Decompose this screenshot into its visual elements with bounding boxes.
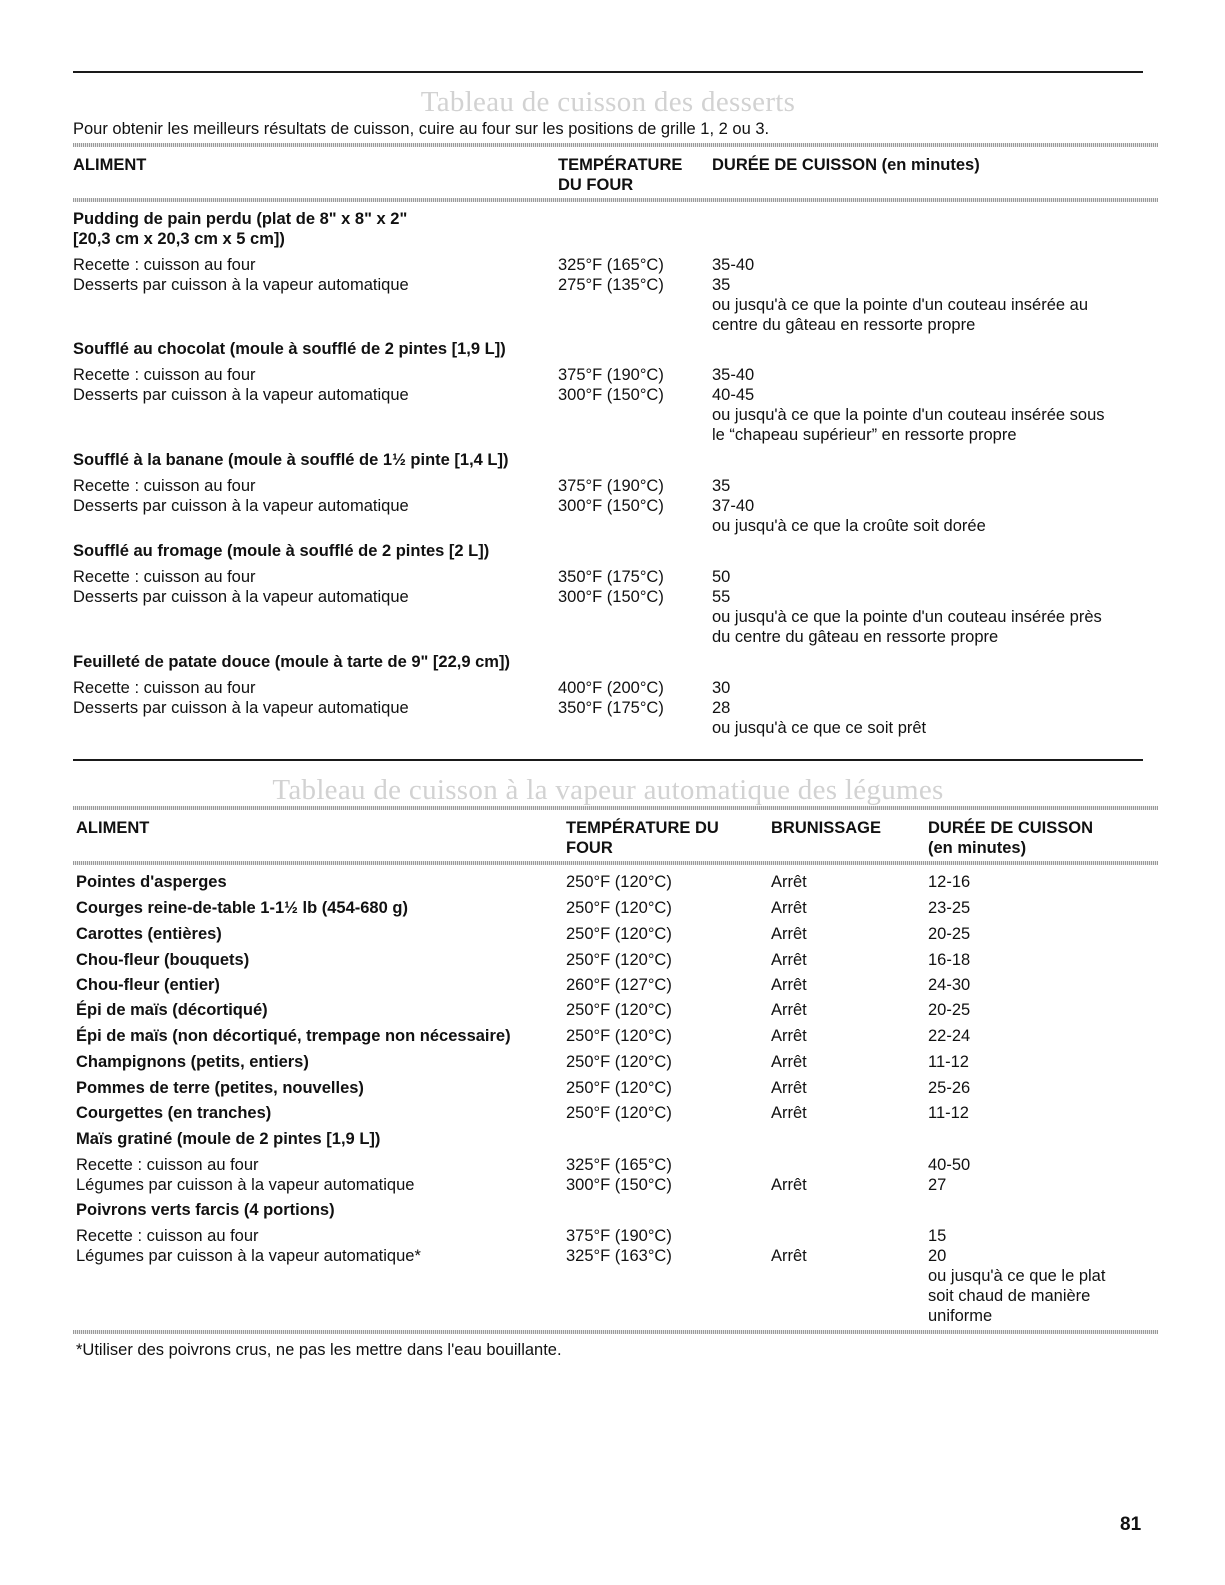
- dessert-row-temp: 300°F (150°C): [558, 497, 664, 515]
- dessert-row-label: Desserts par cuisson à la vapeur automatique: [73, 588, 409, 606]
- desserts-header-rule-bottom: [73, 198, 1158, 202]
- legume-brown: Arrêt: [771, 1027, 807, 1045]
- dessert-row-time: 35-40: [712, 256, 755, 274]
- mais-row-time: 40-50: [928, 1156, 971, 1174]
- legumes-bottom-rule: [73, 1330, 1158, 1334]
- dessert-row-temp: 325°F (165°C): [558, 256, 664, 274]
- legume-brown: Arrêt: [771, 1104, 807, 1122]
- legume-brown: Arrêt: [771, 1079, 807, 1097]
- poivrons-row-temp: 375°F (190°C): [566, 1227, 672, 1245]
- poivrons-row-time: 15: [928, 1227, 947, 1245]
- dessert-row-temp: 350°F (175°C): [558, 568, 664, 586]
- legume-temp: 250°F (120°C): [566, 1053, 672, 1071]
- dessert-row-time: 37-40: [712, 497, 755, 515]
- dessert-row-label: Desserts par cuisson à la vapeur automatique: [73, 276, 409, 294]
- legume-time: 11-12: [928, 1104, 969, 1122]
- legume-food: Carottes (entières): [76, 925, 222, 943]
- dessert-note: ou jusqu'à ce que ce soit prêt: [712, 719, 927, 737]
- legume-food: Pointes d'asperges: [76, 873, 227, 891]
- dessert-row-time: 50: [712, 568, 731, 586]
- legume-brown: Arrêt: [771, 976, 807, 994]
- dessert-row-label: Recette : cuisson au four: [73, 256, 256, 274]
- dessert-row-temp: 375°F (190°C): [558, 477, 664, 495]
- legume-brown: Arrêt: [771, 925, 807, 943]
- legume-temp: 250°F (120°C): [566, 899, 672, 917]
- mais-row-brown: Arrêt: [771, 1176, 807, 1194]
- legume-brown: Arrêt: [771, 951, 807, 969]
- dessert-row-time: 35: [712, 276, 731, 294]
- desserts-header-temp-2: DU FOUR: [558, 176, 634, 194]
- legume-temp: 250°F (120°C): [566, 925, 672, 943]
- dessert-row-time: 28: [712, 699, 731, 717]
- dessert-row-label: Recette : cuisson au four: [73, 679, 256, 697]
- legume-time: 20-25: [928, 1001, 971, 1019]
- dessert-row-temp: 400°F (200°C): [558, 679, 664, 697]
- legume-brown: Arrêt: [771, 899, 807, 917]
- legumes-header-brunissage: BRUNISSAGE: [771, 819, 882, 837]
- legume-food: Épi de maïs (décortiqué): [76, 1001, 268, 1019]
- legume-food: Courgettes (en tranches): [76, 1104, 272, 1122]
- dessert-row-temp: 275°F (135°C): [558, 276, 664, 294]
- dessert-row-label: Desserts par cuisson à la vapeur automatique: [73, 386, 409, 404]
- mais-row-time: 27: [928, 1176, 947, 1194]
- dessert-row-time: 35-40: [712, 366, 755, 384]
- dessert-title: Pudding de pain perdu (plat de 8" x 8" x 2": [73, 210, 408, 228]
- poivrons-row-temp: 325°F (163°C): [566, 1247, 672, 1265]
- legume-temp: 260°F (127°C): [566, 976, 672, 994]
- mais-row-label: Légumes par cuisson à la vapeur automatique: [76, 1176, 415, 1194]
- dessert-row-label: Recette : cuisson au four: [73, 568, 256, 586]
- legume-food: Chou-fleur (entier): [76, 976, 220, 994]
- legume-food: Chou-fleur (bouquets): [76, 951, 250, 969]
- dessert-note: centre du gâteau en ressorte propre: [712, 316, 976, 334]
- top-rule: [73, 71, 1143, 73]
- dessert-title: Soufflé au chocolat (moule à soufflé de 2 pintes [1,9 L]): [73, 340, 506, 358]
- poivrons-note: soit chaud de manière: [928, 1287, 1091, 1305]
- legume-time: 12-16: [928, 873, 971, 891]
- dessert-note: du centre du gâteau en ressorte propre: [712, 628, 999, 646]
- mais-title: Maïs gratiné (moule de 2 pintes [1,9 L]): [76, 1130, 381, 1148]
- legume-time: 11-12: [928, 1053, 969, 1071]
- dessert-note: ou jusqu'à ce que la pointe d'un couteau insérée près: [712, 608, 1102, 626]
- legumes-header-aliment: ALIMENT: [76, 819, 150, 837]
- dessert-row-temp: 375°F (190°C): [558, 366, 664, 384]
- dessert-row-time: 40-45: [712, 386, 755, 404]
- poivrons-row-time: 20: [928, 1247, 947, 1265]
- dessert-row-time: 55: [712, 588, 731, 606]
- legume-time: 20-25: [928, 925, 971, 943]
- legume-time: 25-26: [928, 1079, 971, 1097]
- legume-brown: Arrêt: [771, 1001, 807, 1019]
- dessert-row-label: Recette : cuisson au four: [73, 366, 256, 384]
- dessert-note: ou jusqu'à ce que la croûte soit dorée: [712, 517, 986, 535]
- legume-time: 22-24: [928, 1027, 971, 1045]
- mais-row-label: Recette : cuisson au four: [76, 1156, 259, 1174]
- legumes-header-duree-2: (en minutes): [928, 839, 1027, 857]
- desserts-header-aliment: ALIMENT: [73, 156, 147, 174]
- legume-food: Courges reine-de-table 1-1½ lb (454-680 g): [76, 899, 408, 917]
- desserts-header-duree: DURÉE DE CUISSON (en minutes): [712, 156, 980, 174]
- legume-brown: Arrêt: [771, 1053, 807, 1071]
- dessert-row-label: Recette : cuisson au four: [73, 477, 256, 495]
- legumes-header-duree-1: DURÉE DE CUISSON: [928, 819, 1094, 837]
- dessert-row-label: Desserts par cuisson à la vapeur automatique: [73, 699, 409, 717]
- legume-brown: Arrêt: [771, 873, 807, 891]
- poivrons-row-brown: Arrêt: [771, 1247, 807, 1265]
- legumes-header-rule-top: [73, 806, 1158, 810]
- desserts-header-rule-top: [73, 143, 1158, 147]
- legume-temp: 250°F (120°C): [566, 1027, 672, 1045]
- poivrons-row-label: Recette : cuisson au four: [76, 1227, 259, 1245]
- dessert-row-time: 35: [712, 477, 731, 495]
- dessert-title: [20,3 cm x 20,3 cm x 5 cm]): [73, 230, 285, 248]
- legume-temp: 250°F (120°C): [566, 1001, 672, 1019]
- legume-food: Champignons (petits, entiers): [76, 1053, 309, 1071]
- legumes-header-rule-bottom: [73, 861, 1158, 865]
- desserts-intro: Pour obtenir les meilleurs résultats de cuisson, cuire au four sur les positions de grille 1, 2 ou 3.: [73, 120, 770, 138]
- legumes-title: Tableau de cuisson à la vapeur automatique des légumes: [272, 774, 944, 806]
- desserts-title: Tableau de cuisson des desserts: [420, 86, 796, 118]
- page-number: 81: [1120, 1514, 1142, 1535]
- poivrons-row-label: Légumes par cuisson à la vapeur automatique*: [76, 1247, 421, 1265]
- section-rule: [73, 759, 1143, 761]
- legume-temp: 250°F (120°C): [566, 873, 672, 891]
- dessert-title: Soufflé au fromage (moule à soufflé de 2 pintes [2 L]): [73, 542, 490, 560]
- mais-row-temp: 325°F (165°C): [566, 1156, 672, 1174]
- dessert-note: ou jusqu'à ce que la pointe d'un couteau insérée au: [712, 296, 1089, 314]
- dessert-title: Soufflé à la banane (moule à soufflé de 1½ pinte [1,4 L]): [73, 451, 509, 469]
- dessert-note: le “chapeau supérieur” en ressorte propre: [712, 426, 1017, 444]
- poivrons-note: uniforme: [928, 1307, 993, 1325]
- footnote: *Utiliser des poivrons crus, ne pas les mettre dans l'eau bouillante.: [76, 1341, 562, 1359]
- legume-temp: 250°F (120°C): [566, 1079, 672, 1097]
- dessert-row-temp: 300°F (150°C): [558, 588, 664, 606]
- legumes-header-temp-1: TEMPÉRATURE DU: [566, 819, 719, 837]
- legume-food: Pommes de terre (petites, nouvelles): [76, 1079, 364, 1097]
- legumes-header-temp-2: FOUR: [566, 839, 613, 857]
- mais-row-temp: 300°F (150°C): [566, 1176, 672, 1194]
- poivrons-title: Poivrons verts farcis (4 portions): [76, 1201, 335, 1219]
- legume-food: Épi de maïs (non décortiqué, trempage non nécessaire): [76, 1027, 511, 1045]
- legume-time: 23-25: [928, 899, 971, 917]
- dessert-row-label: Desserts par cuisson à la vapeur automatique: [73, 497, 409, 515]
- legume-temp: 250°F (120°C): [566, 951, 672, 969]
- poivrons-note: ou jusqu'à ce que le plat: [928, 1267, 1106, 1285]
- dessert-row-time: 30: [712, 679, 731, 697]
- dessert-title: Feuilleté de patate douce (moule à tarte de 9" [22,9 cm]): [73, 653, 510, 671]
- legume-time: 24-30: [928, 976, 971, 994]
- dessert-row-temp: 300°F (150°C): [558, 386, 664, 404]
- dessert-row-temp: 350°F (175°C): [558, 699, 664, 717]
- legume-temp: 250°F (120°C): [566, 1104, 672, 1122]
- desserts-header-temp-1: TEMPÉRATURE: [558, 156, 683, 174]
- dessert-note: ou jusqu'à ce que la pointe d'un couteau insérée sous: [712, 406, 1105, 424]
- legume-time: 16-18: [928, 951, 971, 969]
